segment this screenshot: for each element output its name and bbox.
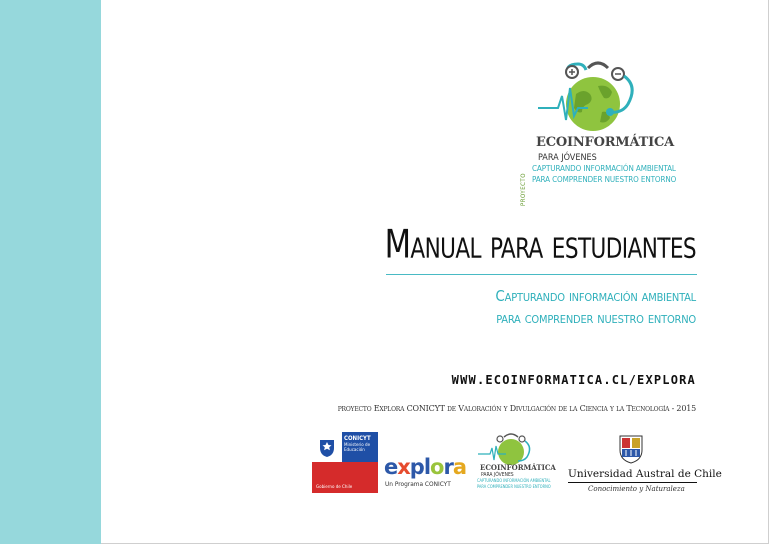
small-logo-sub1: CAPTURANDO INFORMACIÓN AMBIENTAL bbox=[477, 478, 551, 483]
logo-name: ECOINFORMÁTICA bbox=[536, 135, 675, 150]
coat-of-arms-icon bbox=[316, 436, 338, 458]
explora-subtitle: Un Programa CONICYT bbox=[385, 480, 451, 488]
explora-letter-r: r bbox=[443, 455, 453, 479]
subtitle-line2: para comprender nuestro entorno bbox=[496, 309, 696, 327]
conicyt-name: CONICYT bbox=[344, 435, 371, 442]
uach-emblem-icon bbox=[617, 434, 645, 464]
explora-letter-p: p bbox=[409, 455, 424, 479]
logo-subtitle-line2: PARA COMPRENDER NUESTRO ENTORNO bbox=[532, 175, 677, 184]
small-logo-sub2: PARA COMPRENDER NUESTRO ENTORNO bbox=[477, 484, 551, 489]
uach-divider bbox=[568, 482, 697, 483]
explora-letter-l: l bbox=[423, 455, 431, 479]
conicyt-ministry: Ministerio de Educación bbox=[344, 443, 371, 453]
subtitle-line1: Capturando información ambiental bbox=[495, 287, 696, 305]
explora-letter-x: x bbox=[397, 455, 410, 479]
logo-subtitle-line1: CAPTURANDO INFORMACIÓN AMBIENTAL bbox=[532, 164, 676, 173]
title-divider bbox=[386, 274, 697, 275]
page-title: Manual para estudiantes bbox=[384, 222, 696, 268]
explora-logo bbox=[384, 455, 466, 479]
uach-motto: Conocimiento y Naturaleza bbox=[588, 485, 685, 493]
explora-letter-o: o bbox=[430, 455, 444, 479]
conicyt-logo bbox=[312, 432, 378, 493]
globe-stethoscope-icon bbox=[528, 56, 668, 136]
sidebar-band bbox=[0, 0, 101, 544]
ecoinformatica-small-logo bbox=[474, 432, 556, 496]
explora-letter-a: a bbox=[452, 455, 467, 479]
conicyt-gobierno: Gobierno de Chile bbox=[316, 485, 353, 490]
small-logo-jovenes: PARA JÓVENES bbox=[481, 472, 514, 478]
logo-proyecto-label: PROYECTO bbox=[520, 173, 527, 206]
credits-line: proyecto Explora CONICYT de Valoración y Divulgación de la Ciencia y la Tecnología - 2015 bbox=[337, 404, 696, 413]
uach-name: Universidad Austral de Chile bbox=[568, 468, 722, 480]
ecoinformatica-logo bbox=[520, 56, 677, 206]
explora-letter-e: e bbox=[384, 455, 398, 479]
website-url: WWW.ECOINFORMATICA.CL/EXPLORA bbox=[451, 373, 696, 387]
globe-small-icon bbox=[474, 432, 548, 466]
small-logo-name: ECOINFORMÁTICA bbox=[480, 463, 556, 472]
logo-jovenes: PARA JÓVENES bbox=[538, 153, 597, 163]
